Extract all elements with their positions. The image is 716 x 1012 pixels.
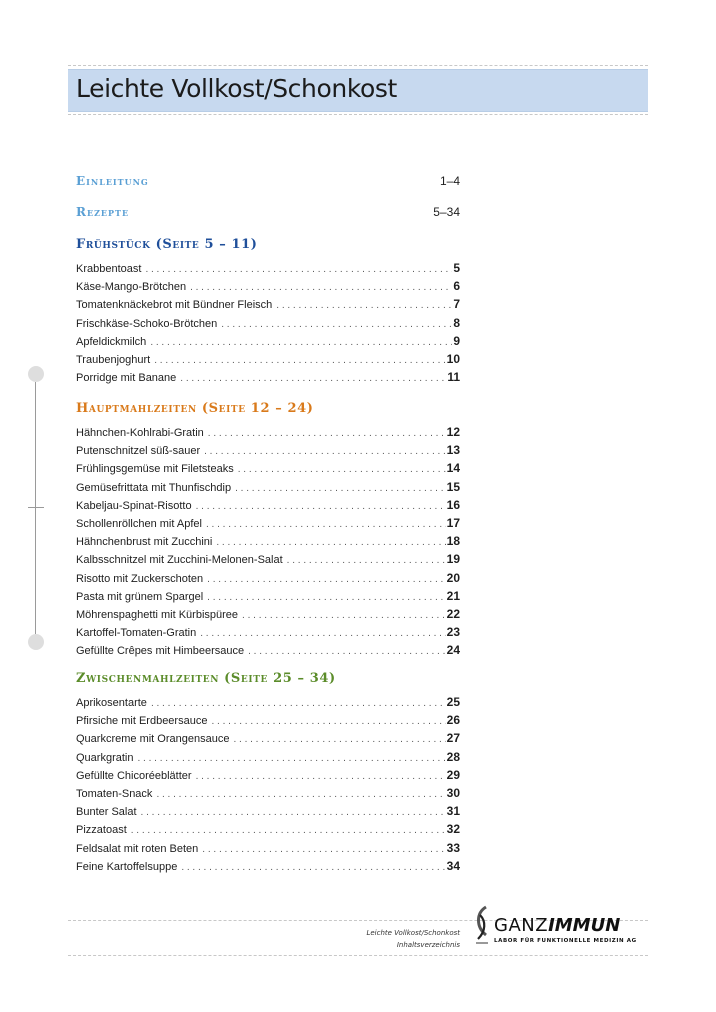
- dot-leader: [216, 537, 445, 548]
- footer-doc-subtitle: Inhaltsverzeichnis: [396, 941, 460, 949]
- dot-leader: [141, 807, 446, 818]
- toc-row-label: Kartoffel-Tomaten-Gratin: [76, 627, 197, 640]
- dot-leader: [233, 734, 445, 745]
- toc-row[interactable]: [76, 461, 460, 479]
- dot-leader: [196, 771, 446, 782]
- toc-row-page: 30: [446, 785, 460, 800]
- toc-row[interactable]: [76, 713, 460, 731]
- dot-leader: [156, 789, 445, 800]
- toc-row-page: 26: [446, 713, 460, 728]
- toc-row[interactable]: [76, 334, 460, 352]
- page-title: Leichte Vollkost/Schonkost: [76, 74, 397, 103]
- dot-leader: [235, 483, 446, 494]
- binder-guide-line: [35, 382, 36, 634]
- dot-leader: [137, 753, 445, 764]
- toc-row-label: Schollenröllchen mit Apfel: [76, 517, 202, 530]
- toc-row-page: 14: [446, 461, 460, 476]
- toc-row-label: Traubenjoghurt: [76, 353, 151, 366]
- toc-list: [76, 261, 460, 388]
- toc-row-label: Krabbentoast: [76, 263, 142, 275]
- toc-row[interactable]: [76, 443, 460, 461]
- toc-row[interactable]: [76, 768, 460, 786]
- footer-rule-bottom: [68, 955, 648, 956]
- toc-row[interactable]: [76, 498, 460, 516]
- toc-row-page: 17: [446, 515, 460, 530]
- toc-row-label: Apfeldickmilch: [76, 335, 147, 348]
- title-bar: [68, 69, 648, 112]
- toc-row-page: 12: [446, 425, 460, 439]
- toc-row-page: 18: [446, 534, 460, 549]
- toc-entry-pages: 5–34: [433, 205, 460, 219]
- binder-center-tick: [28, 507, 44, 508]
- toc-row-page: 27: [446, 731, 460, 746]
- toc-row-page: 5: [453, 261, 460, 275]
- toc-row[interactable]: [76, 643, 460, 661]
- toc-row-page: 33: [446, 840, 460, 855]
- toc-row[interactable]: [76, 804, 460, 822]
- toc-row-page: 11: [447, 370, 460, 385]
- toc-row-label: Feldsalat mit roten Beten: [76, 842, 199, 855]
- toc-list: [76, 695, 460, 877]
- toc-row-page: 20: [446, 570, 460, 585]
- toc-list: [76, 425, 460, 661]
- toc-row[interactable]: [76, 425, 460, 443]
- toc-row-label: Tomatenknäckebrot mit Bündner Fleisch: [76, 299, 273, 312]
- toc-row[interactable]: [76, 552, 460, 570]
- toc-entry-label: Rezepte: [76, 205, 130, 219]
- toc-row-label: Kalbsschnitzel mit Zucchini-Melonen-Salat: [76, 554, 283, 567]
- toc-row[interactable]: [76, 352, 460, 370]
- toc-row-page: 13: [446, 443, 460, 458]
- toc-row[interactable]: [76, 589, 460, 607]
- toc-row-label: Hähnchen-Kohlrabi-Gratin: [76, 427, 204, 439]
- toc-row-page: 25: [446, 695, 460, 709]
- toc-row-label: Quarkcreme mit Orangensauce: [76, 733, 230, 746]
- footer-doc-title: Leichte Vollkost/Schonkost: [366, 929, 460, 937]
- binder-hole-top: [28, 366, 44, 382]
- toc-row[interactable]: [76, 370, 460, 388]
- footer-caption: [366, 927, 460, 951]
- dot-leader: [204, 446, 446, 457]
- toc-row-page: 28: [446, 749, 460, 764]
- toc-row[interactable]: [76, 695, 460, 713]
- toc-row-label: Risotto mit Zuckerschoten: [76, 572, 204, 585]
- company-logo: [472, 905, 652, 955]
- toc-entry-pages: 1–4: [439, 174, 460, 188]
- toc-row-page: 29: [446, 767, 460, 782]
- toc-row[interactable]: [76, 297, 460, 315]
- toc-row-label: Quarkgratin: [76, 751, 134, 764]
- header-rule-bottom: [68, 114, 648, 115]
- toc-row-page: 34: [446, 858, 460, 873]
- toc-row-page: 23: [446, 625, 460, 640]
- logo-mark-icon: [472, 905, 492, 945]
- toc-row[interactable]: [76, 261, 460, 279]
- toc-row-page: 9: [453, 333, 460, 348]
- dot-leader: [202, 844, 445, 855]
- toc-entry-einleitung[interactable]: [76, 174, 460, 188]
- toc-row-page: 15: [446, 479, 460, 494]
- dot-leader: [181, 862, 445, 873]
- toc-row[interactable]: [76, 607, 460, 625]
- binder-hole-bottom: [28, 634, 44, 650]
- toc-row-label: Pfirsiche mit Erdbeersauce: [76, 715, 208, 728]
- toc-row-page: 31: [446, 804, 460, 819]
- dot-leader: [196, 501, 446, 512]
- toc-row-label: Pasta mit grünem Spargel: [76, 590, 204, 603]
- logo-tagline: LABOR FÜR FUNKTIONELLE MEDIZIN AG: [494, 938, 637, 944]
- dot-leader: [221, 319, 452, 330]
- toc-row[interactable]: [76, 279, 460, 297]
- section-heading: Zwischenmahlzeiten (Seite 25 – 34): [76, 671, 336, 686]
- section-zwischenmahlzeiten: [76, 671, 460, 877]
- logo-ganz: GANZ: [494, 915, 549, 936]
- dot-leader: [242, 610, 446, 621]
- logo-wordmark: [494, 915, 620, 936]
- toc-row[interactable]: [76, 534, 460, 552]
- dot-leader: [248, 646, 446, 657]
- toc-row-label: Porridge mit Banane: [76, 372, 177, 385]
- section-fruehstueck: [76, 237, 460, 388]
- section-hauptmahlzeiten: [76, 401, 460, 661]
- toc-row-page: 10: [446, 351, 460, 366]
- toc-row-label: Aprikosentarte: [76, 697, 147, 709]
- toc-row-page: 7: [453, 297, 460, 312]
- header-rule-top: [68, 65, 648, 66]
- dot-leader: [287, 555, 446, 566]
- dot-leader: [151, 698, 446, 709]
- toc-row[interactable]: [76, 786, 460, 804]
- section-heading: Frühstück (Seite 5 – 11): [76, 237, 258, 252]
- toc-row[interactable]: [76, 625, 460, 643]
- dot-leader: [207, 592, 445, 603]
- toc-row-label: Möhrenspaghetti mit Kürbispüree: [76, 608, 239, 621]
- toc-row-page: 21: [446, 588, 460, 603]
- dot-leader: [207, 574, 445, 585]
- dot-leader: [190, 282, 452, 293]
- dot-leader: [238, 464, 446, 475]
- toc-row-label: Bunter Salat: [76, 806, 137, 819]
- toc-row-label: Gemüsefrittata mit Thunfischdip: [76, 481, 232, 494]
- toc-row-label: Frischkäse-Schoko-Brötchen: [76, 317, 218, 330]
- toc-row[interactable]: [76, 822, 460, 840]
- toc-row-label: Tomaten-Snack: [76, 787, 153, 800]
- toc-row-page: 22: [446, 606, 460, 621]
- toc-row[interactable]: [76, 841, 460, 859]
- dot-leader: [131, 825, 446, 836]
- toc-row-label: Kabeljau-Spinat-Risotto: [76, 499, 192, 512]
- dot-leader: [150, 337, 452, 348]
- toc-row[interactable]: [76, 316, 460, 334]
- toc-row-page: 32: [446, 822, 460, 837]
- toc-row-label: Pizzatoast: [76, 824, 127, 837]
- toc-row-label: Feine Kartoffelsuppe: [76, 860, 178, 873]
- toc-row-page: 24: [446, 643, 460, 658]
- toc-row-page: 16: [446, 497, 460, 512]
- toc-row-label: Käse-Mango-Brötchen: [76, 281, 187, 294]
- toc-row-label: Putenschnitzel süß-sauer: [76, 445, 201, 458]
- dot-leader: [200, 628, 445, 639]
- toc-row[interactable]: [76, 859, 460, 877]
- toc-row[interactable]: [76, 571, 460, 589]
- dot-leader: [276, 300, 452, 311]
- toc-entry-label: Einleitung: [76, 174, 149, 188]
- section-heading: Hauptmahlzeiten (Seite 12 – 24): [76, 401, 314, 416]
- toc-row-label: Gefüllte Chicoréeblätter: [76, 769, 192, 782]
- toc-row-page: 19: [446, 552, 460, 567]
- dot-leader: [211, 716, 445, 727]
- toc-row[interactable]: [76, 731, 460, 749]
- toc-row-label: Hähnchenbrust mit Zucchini: [76, 536, 213, 549]
- dot-leader: [145, 264, 452, 275]
- toc-row-page: 8: [453, 315, 460, 330]
- toc-row-label: Frühlingsgemüse mit Filetsteaks: [76, 463, 234, 476]
- toc-row-page: 6: [453, 279, 460, 294]
- toc-entry-rezepte[interactable]: [76, 205, 460, 219]
- logo-immun: IMMUN: [548, 915, 621, 936]
- toc-row[interactable]: [76, 516, 460, 534]
- toc-row-label: Gefüllte Crêpes mit Himbeersauce: [76, 645, 245, 658]
- toc-row[interactable]: [76, 480, 460, 498]
- dot-leader: [180, 373, 446, 384]
- dot-leader: [208, 428, 446, 439]
- dot-leader: [154, 355, 445, 366]
- dot-leader: [206, 519, 446, 530]
- toc-row[interactable]: [76, 750, 460, 768]
